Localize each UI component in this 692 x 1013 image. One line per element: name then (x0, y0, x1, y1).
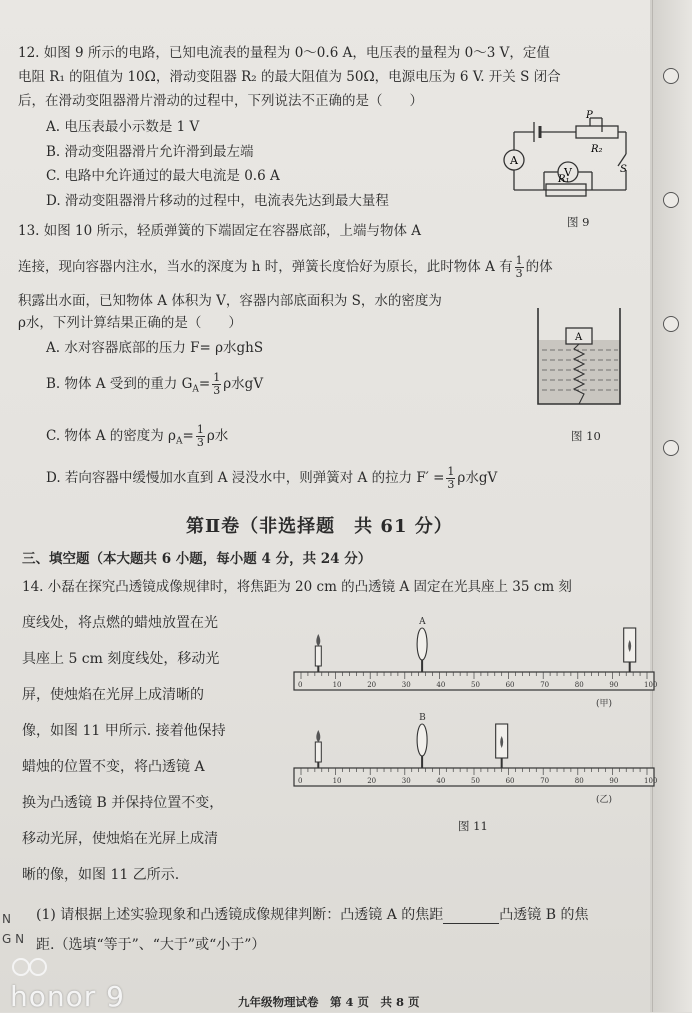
page-footer: 九年级物理试卷 第 4 页 共 8 页 (238, 995, 420, 1009)
scale-tick-label: 40 (436, 681, 446, 689)
q14-sub1-text: (1) 请根据上述实验现象和凸透镜成像规律判断：凸透镜 A 的焦距 (36, 907, 444, 923)
q14-left-line-6: 换为凸透镜 B 并保持位置不变， (22, 795, 224, 811)
figure-9-circuit (494, 110, 634, 210)
q13-line-4: ρ水，下列计算结果正确的是（ ） (18, 315, 242, 331)
candle-flame (316, 634, 320, 646)
figure-10-container (530, 304, 630, 412)
binder-hole (663, 192, 679, 208)
scale-tick-label: 80 (574, 681, 584, 689)
scale-tick-label: 60 (505, 681, 515, 689)
scale-tick-label: 70 (540, 777, 550, 785)
scale-tick-label: 80 (574, 777, 584, 785)
scale-tick-label: 20 (367, 681, 377, 689)
convex-lens (417, 628, 427, 660)
figure-10-caption: 图 10 (571, 429, 601, 443)
scale-tick-label: 50 (471, 777, 480, 785)
fig9-label-r2: R₂ (591, 144, 603, 155)
q12-line-1: 12. 如图 9 所示的电路，已知电流表的量程为 0～0.6 A，电压表的量程为 0～3 V，定值 (18, 45, 550, 61)
scale-tick-label: 20 (367, 777, 377, 785)
q12-option-d: D. 滑动变阻器滑片移动的过程中，电流表先达到最大量程 (46, 193, 389, 209)
q13-option-a: A. 水对容器底部的压力 F= ρ水ghS (46, 340, 264, 356)
candle-flame (316, 730, 320, 742)
scale-tick-label: 30 (401, 777, 411, 785)
figure-9-caption: 图 9 (567, 215, 590, 229)
scale-tick-label: 10 (332, 681, 342, 689)
q13-option-c: C. 物体 A 的密度为 $\rho_A=$ $\frac{1}{3}$ ρ水 (46, 423, 229, 449)
q14-left-line-1: 度线处，将点燃的蜡烛放置在光 (22, 615, 218, 631)
scale-tick-label: 40 (436, 777, 446, 785)
fig9-label-s: S (620, 164, 627, 175)
q14-left-line-2: 具座上 5 cm 刻度线处，移动光 (22, 651, 220, 667)
candle (315, 646, 321, 666)
camera-watermark: honor 9 (10, 980, 125, 1013)
q13-line-2-end: 的体 (525, 259, 553, 275)
q14-line-1: 14. 小磊在探究凸透镜成像规律时，将焦距为 20 cm 的凸透镜 A 固定在光具座上 35 cm 刻 (22, 579, 572, 595)
q13-line-2 (18, 255, 553, 280)
bench-label: (甲) (596, 699, 613, 709)
bench-label: (乙) (596, 795, 613, 805)
q12-line-2: 电阻 R₁ 的阻值为 10Ω，滑动变阻器 R₂ 的最大阻值为 50Ω，电源电压为 6 V. 开关 S 闭合 (18, 69, 561, 85)
fig9-voltmeter-label: V (564, 166, 572, 179)
figure-11-optical-bench (282, 608, 658, 812)
q14-left-line-3: 屏，使烛焰在光屏上成清晰的 (22, 687, 204, 703)
scale-tick-label: 0 (298, 777, 303, 785)
fig9-label-p: P (586, 110, 593, 121)
scale-tick-label: 100 (644, 777, 658, 785)
scale-tick-label: 100 (644, 681, 658, 689)
q12-option-b: B. 滑动变阻器滑片允许滑到最左端 (46, 144, 254, 160)
section-3-heading: 三、填空题（本大题共 6 小题，每小题 4 分，共 24 分） (22, 551, 372, 567)
q12-option-c: C. 电路中允许通过的最大电流是 0.6 A (46, 168, 280, 184)
q13-line-2-text: 连接，现向容器内注水，当水的深度为 h 时，弹簧长度恰好为原长，此时物体 A 有 (18, 259, 513, 275)
scale-tick-label: 50 (471, 681, 480, 689)
scale-tick-label: 30 (401, 681, 411, 689)
q14-left-line-4: 像，如图 11 甲所示. 接着他保持 (22, 723, 226, 739)
q14-sub1-line-2: 距.（选填“等于”、“大于”或“小于”） (36, 937, 266, 953)
scale-tick-label: 60 (505, 777, 515, 785)
convex-lens (417, 724, 427, 756)
binder-hole (663, 316, 679, 332)
section-2-title: 第Ⅱ卷（非选择题 共 61 分） (186, 516, 453, 537)
candle (315, 742, 321, 762)
side-mark: N (2, 912, 11, 926)
scale-tick-label: 90 (609, 777, 619, 785)
q12-line-3: 后，在滑动变阻器滑片滑动的过程中，下列说法不正确的是（ ） (18, 93, 423, 109)
side-mark: G N (2, 932, 25, 946)
q14-left-line-8: 晰的像，如图 11 乙所示. (22, 867, 180, 883)
q14-sub1-line-1 (36, 906, 589, 924)
scale-tick-label: 70 (540, 681, 550, 689)
lens-label: B (419, 713, 426, 723)
lens-label: A (419, 617, 426, 627)
q14-left-line-5: 蜡烛的位置不变，将凸透镜 A (22, 759, 205, 775)
camera-logo-icon (10, 956, 50, 978)
fig9-label-r1: R₁ (558, 174, 570, 185)
q13-line-3: 积露出水面，已知物体 A 体积为 V，容器内部底面积为 S，水的密度为 (18, 293, 442, 309)
q14-left-line-7: 移动光屏，使烛焰在光屏上成清 (22, 831, 218, 847)
q14-sub1-text-end: 凸透镜 B 的焦 (499, 907, 589, 923)
binder-hole (663, 68, 679, 84)
fraction-one-third: $\frac{1}{3}$ (515, 254, 523, 280)
page-edge-line (652, 0, 653, 1012)
q12-option-a: A. 电压表最小示数是 1 V (46, 119, 200, 135)
q13-option-b: B. 物体 A 受到的重力 $G_A=$ $\frac{1}{3}$ ρ水gV (46, 371, 264, 397)
binder-hole (663, 440, 679, 456)
scale-tick-label: 10 (332, 777, 342, 785)
fig10-block-label: A (575, 332, 583, 343)
figure-11-caption: 图 11 (458, 819, 488, 833)
answer-blank[interactable] (443, 909, 499, 924)
fig9-ammeter-label: A (510, 154, 518, 167)
q13-line-1: 13. 如图 10 所示，轻质弹簧的下端固定在容器底部，上端与物体 A (18, 223, 422, 239)
q13-option-d: D. 若向容器中缓慢加水直到 A 浸没水中，则弹簧对 A 的拉力 F′ = $\frac{1}{3}$ ρ水gV (46, 465, 498, 491)
scale-tick-label: 90 (609, 681, 619, 689)
page-edge (650, 0, 692, 1012)
scale-tick-label: 0 (298, 681, 303, 689)
